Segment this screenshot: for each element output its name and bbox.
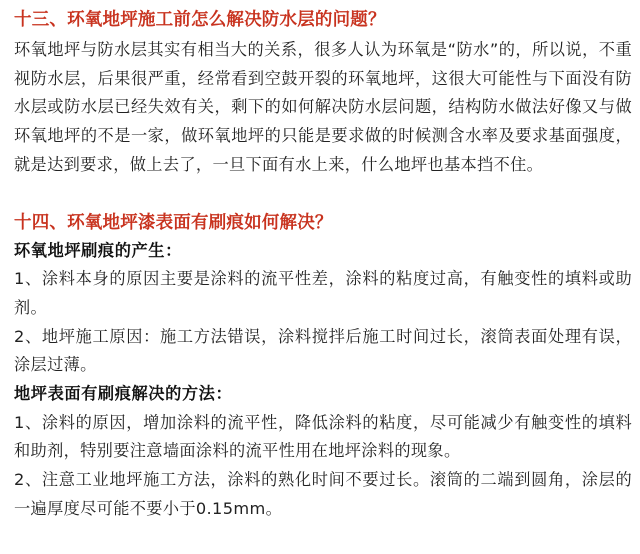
causes-subheading: 环氧地坪刷痕的产生： — [14, 240, 182, 260]
section-13-body: 环氧地坪与防水层其实有相当大的关系，很多人认为环氧是“防水”的，所以说，不重视防水层，后果很严重，经常看到空鼓开裂的环氧地坪，这很大可能性与下面没有防水层或防水层已经失效有关，剩下的如何解决防水层问题，结构防水做法好像又与做环氧地坪的不是一家，做环氧地坪的只能是要求做的时候测含水率及要求基面强度，就是达到要求，做上去了，一旦下面有水上来，什么地坪也基本挡不住。 — [14, 40, 632, 174]
section-gap — [14, 180, 632, 209]
cause-item: 2、地坪施工原因：施工方法错误，涂料搅拌后施工时间过长，滚筒表面处理有误，涂层过薄。 — [14, 326, 632, 375]
solutions-subheading: 地坪表面有刷痕解决的方法： — [14, 384, 233, 404]
solution-item: 1、涂料的原因，增加涂料的流平性，降低涂料的粘度，尽可能减少有触变性的填料和助剂，特别要注意墙面涂料的流平性用在地坪涂料的现象。 — [14, 412, 632, 461]
solution-item: 2、注意工业地坪施工方法，涂料的熟化时间不要过长。滚筒的二端到圆角，涂层的一遍厚度尽可能不要小于0.15mm。 — [14, 470, 632, 518]
section-13-heading: 十三、环氧地坪施工前怎么解决防水层的问题？ — [14, 10, 386, 30]
cause-item: 1、涂料本身的原因主要是涂料的流平性差，涂料的粘度过高，有触变性的填料或助剂。 — [14, 269, 632, 317]
section-14-heading: 十四、环氧地坪漆表面有刷痕如何解决？ — [14, 212, 333, 233]
article — [14, 6, 632, 524]
